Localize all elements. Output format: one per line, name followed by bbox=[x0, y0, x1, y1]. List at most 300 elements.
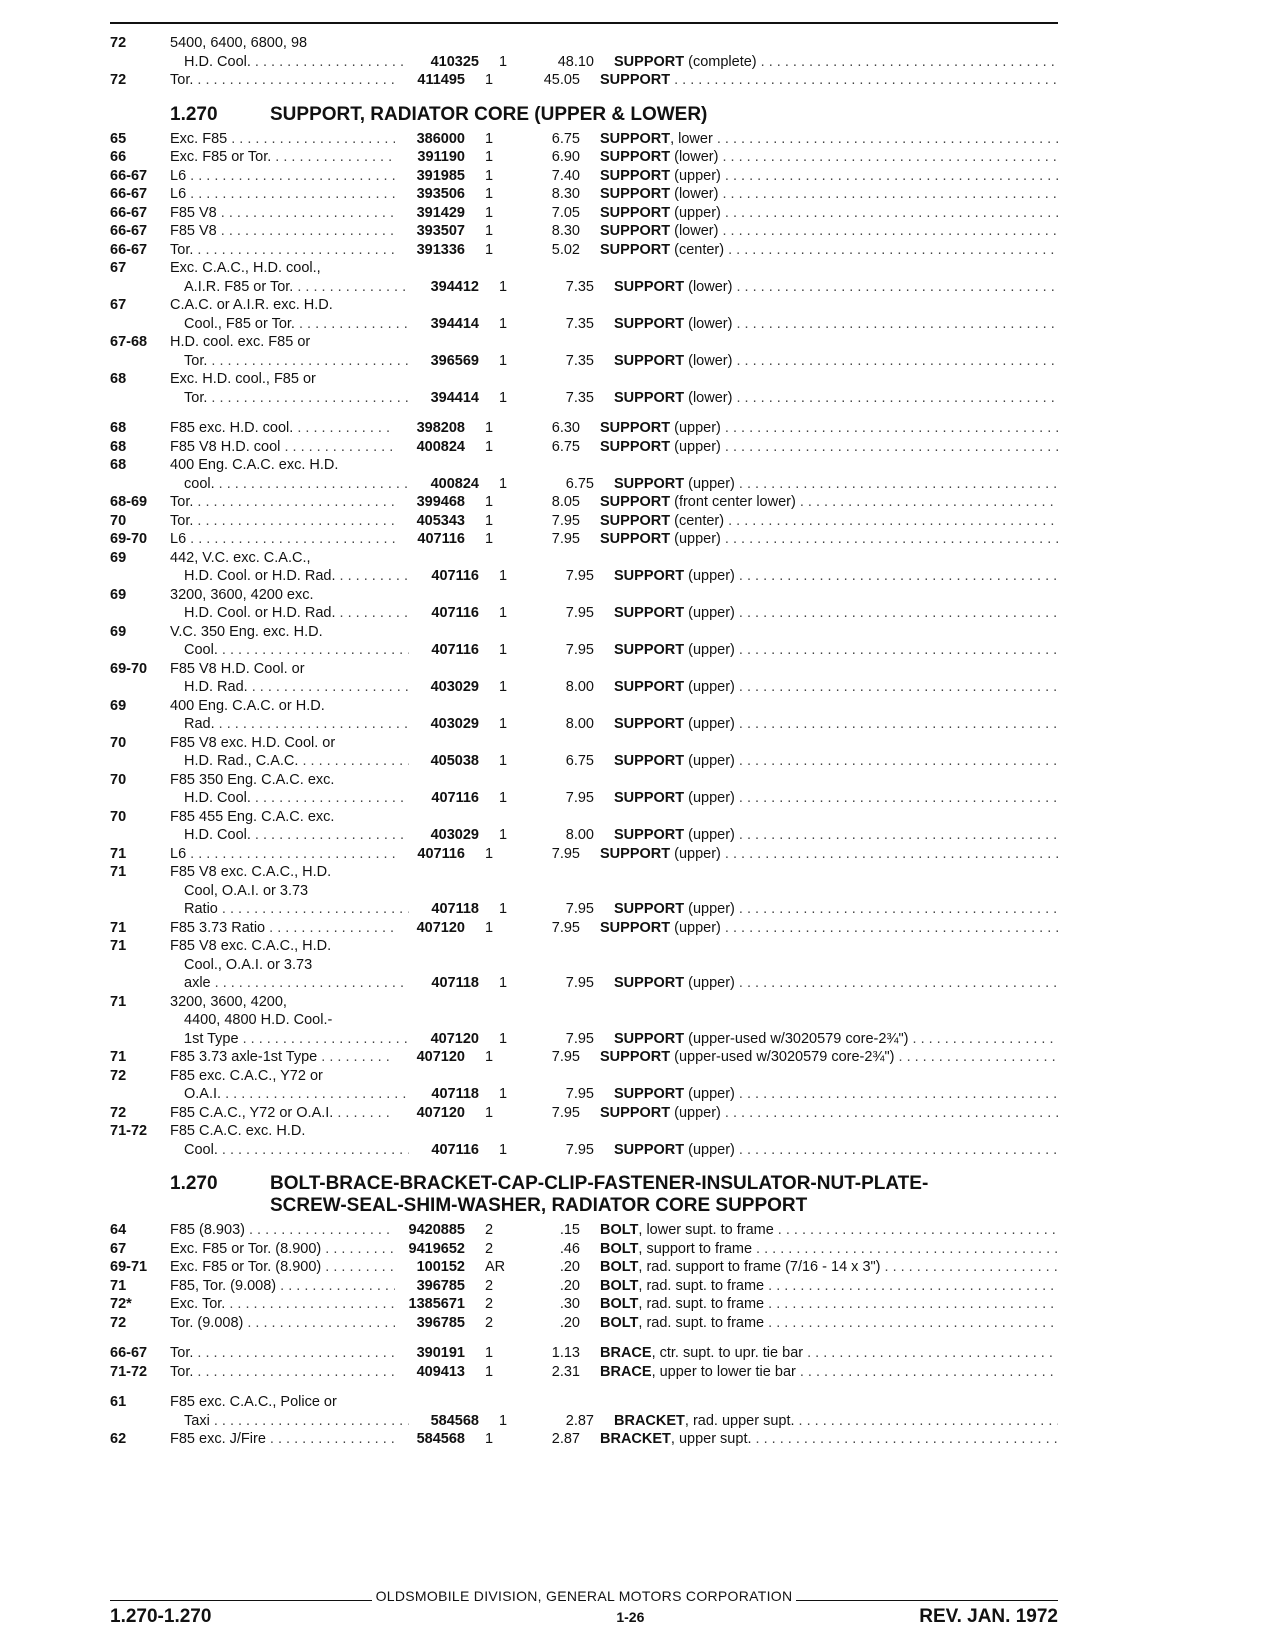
model-year: 69-70 bbox=[110, 660, 148, 677]
application: Tor. (9.008) . . . bbox=[170, 1314, 395, 1333]
model-year: 72* bbox=[110, 1296, 132, 1312]
application: F85 exc. C.A.C., Police or bbox=[170, 1394, 337, 1410]
model-year: 69 bbox=[110, 623, 127, 640]
description-noun: SUPPORT bbox=[614, 605, 685, 621]
parts-row bbox=[110, 789, 1058, 808]
parts-row bbox=[110, 974, 1058, 993]
model-year: 71 bbox=[110, 993, 127, 1010]
quantity: 2 bbox=[485, 1277, 494, 1294]
description-detail: (upper) bbox=[684, 975, 735, 991]
model-year: 71 bbox=[110, 1277, 127, 1294]
price: 7.95 bbox=[551, 845, 580, 862]
description-noun: SUPPORT bbox=[600, 223, 671, 239]
quantity: 1 bbox=[485, 845, 494, 862]
description-noun: SUPPORT bbox=[614, 315, 685, 332]
description-detail: (upper) bbox=[670, 204, 721, 221]
model-year: 72 bbox=[110, 72, 127, 88]
model-year: 71 bbox=[110, 919, 127, 936]
description-detail: (upper) bbox=[684, 753, 735, 769]
application: F85 V8 . . . bbox=[170, 222, 395, 241]
description bbox=[614, 475, 1058, 494]
part-number: 407120 bbox=[416, 1104, 465, 1121]
quantity: 1 bbox=[485, 1345, 494, 1361]
parts-row bbox=[110, 1344, 1058, 1363]
description bbox=[600, 530, 1058, 549]
quantity: 2 bbox=[485, 1222, 494, 1238]
description bbox=[600, 493, 1058, 512]
price: 7.95 bbox=[551, 919, 580, 936]
price: 7.95 bbox=[565, 605, 594, 621]
description bbox=[614, 826, 1058, 845]
parts-row bbox=[110, 389, 1058, 408]
quantity: 1 bbox=[485, 1104, 494, 1121]
part-number: 407116 bbox=[431, 568, 479, 584]
quantity: 1 bbox=[499, 716, 508, 732]
description-noun: SUPPORT bbox=[600, 1104, 671, 1121]
description-detail: , rad. upper supt. bbox=[684, 1412, 795, 1429]
description-detail: (lower) bbox=[670, 186, 719, 202]
application: H.D. Cool. or H.D. Rad. . . . bbox=[170, 604, 409, 623]
description-noun: SUPPORT bbox=[614, 753, 685, 769]
footer-rule-left bbox=[110, 1600, 372, 1601]
part-number: 396785 bbox=[416, 1277, 465, 1294]
application: F85 C.A.C., Y72 or O.A.I. . . . bbox=[170, 1104, 395, 1123]
quantity: 2 bbox=[485, 1240, 494, 1257]
quantity: 1 bbox=[499, 1412, 508, 1429]
description-noun: SUPPORT bbox=[614, 352, 685, 369]
description-detail: , rad. supt. to frame bbox=[638, 1314, 765, 1331]
price: 6.75 bbox=[565, 475, 594, 492]
price: 7.05 bbox=[551, 204, 580, 221]
price: 8.30 bbox=[551, 223, 580, 239]
application: 400 Eng. C.A.C. or H.D. bbox=[170, 697, 325, 714]
quantity: 1 bbox=[499, 352, 508, 369]
parts-row bbox=[110, 34, 1058, 53]
parts-row bbox=[110, 278, 1058, 297]
application: Tor. . . . bbox=[170, 1363, 395, 1382]
application: 3200, 3600, 4200, bbox=[170, 993, 287, 1010]
application: Tor. . . . bbox=[170, 512, 395, 531]
part-number: 391429 bbox=[416, 204, 465, 221]
section-title bbox=[270, 1173, 1058, 1217]
description-detail: , ctr. supt. to upr. tie bar bbox=[651, 1345, 804, 1361]
description bbox=[614, 789, 1058, 808]
parts-row bbox=[110, 1085, 1058, 1104]
parts-row bbox=[110, 1104, 1058, 1123]
parts-row bbox=[110, 863, 1058, 882]
price: 7.95 bbox=[551, 512, 580, 529]
application: H.D. cool. exc. F85 or bbox=[170, 334, 311, 350]
quantity: 1 bbox=[485, 420, 494, 436]
part-number: 407118 bbox=[431, 901, 479, 917]
footer-page-number: 1-26 bbox=[616, 1609, 645, 1625]
price: .46 bbox=[559, 1240, 580, 1257]
quantity: 1 bbox=[485, 241, 494, 258]
model-year: 72 bbox=[110, 1104, 127, 1121]
application: A.I.R. F85 or Tor. . . . bbox=[170, 278, 409, 297]
part-number: 407118 bbox=[431, 975, 479, 991]
application: O.A.I. . . . bbox=[170, 1085, 409, 1104]
description-noun: SUPPORT bbox=[600, 149, 671, 165]
parts-row bbox=[110, 1393, 1058, 1412]
description-noun: BRACE bbox=[600, 1363, 652, 1380]
price: .30 bbox=[559, 1296, 580, 1312]
parts-row bbox=[110, 623, 1058, 642]
parts-row bbox=[110, 1240, 1058, 1259]
description bbox=[600, 1344, 1058, 1363]
parts-catalog-page bbox=[110, 22, 1058, 1449]
description-noun: SUPPORT bbox=[614, 1141, 685, 1158]
price: 7.95 bbox=[551, 1049, 580, 1065]
model-year: 71 bbox=[110, 938, 127, 954]
parts-row bbox=[110, 882, 1058, 901]
part-number: 407120 bbox=[416, 1049, 465, 1065]
model-year: 67 bbox=[110, 297, 127, 313]
parts-row bbox=[110, 1122, 1058, 1141]
quantity: 1 bbox=[499, 315, 508, 332]
quantity: 1 bbox=[485, 72, 494, 88]
model-year: 68 bbox=[110, 420, 127, 436]
application: F85 V8 H.D. cool . . . bbox=[170, 438, 395, 457]
description bbox=[614, 278, 1058, 297]
part-number: 407116 bbox=[417, 845, 465, 862]
quantity: 1 bbox=[485, 204, 494, 221]
application: F85 exc. J/Fire . . . bbox=[170, 1430, 395, 1449]
description-detail: (lower) bbox=[684, 315, 733, 332]
part-number: 394414 bbox=[430, 315, 479, 332]
description-noun: SUPPORT bbox=[614, 642, 685, 658]
parts-row bbox=[110, 752, 1058, 771]
model-year: 71 bbox=[110, 1049, 127, 1065]
description-noun: SUPPORT bbox=[614, 975, 685, 991]
parts-row bbox=[110, 493, 1058, 512]
parts-row bbox=[110, 771, 1058, 790]
description-detail: (lower) bbox=[670, 223, 719, 239]
description-detail: (upper) bbox=[684, 827, 735, 843]
description-detail: (upper) bbox=[684, 716, 735, 732]
price: 7.95 bbox=[565, 901, 594, 917]
description-noun: SUPPORT bbox=[600, 531, 671, 547]
description bbox=[600, 845, 1058, 864]
description-detail: (upper-used w/3020579 core-2¾") bbox=[670, 1049, 895, 1065]
application: Tor. . . . bbox=[170, 71, 395, 90]
parts-row bbox=[110, 419, 1058, 438]
description bbox=[600, 1221, 1058, 1240]
application: H.D. Rad. . . . bbox=[170, 678, 409, 697]
part-number: 407120 bbox=[430, 1030, 479, 1047]
model-year: 66-67 bbox=[110, 223, 148, 239]
model-year: 71 bbox=[110, 864, 127, 880]
part-number: 584568 bbox=[416, 1431, 465, 1447]
description-detail: (upper) bbox=[684, 475, 735, 492]
application: Cool. . . . bbox=[170, 641, 409, 660]
part-number: 407120 bbox=[416, 919, 465, 936]
parts-row bbox=[110, 1363, 1058, 1382]
footer-section-range: 1.270-1.270 bbox=[110, 1606, 212, 1627]
quantity: 1 bbox=[499, 1141, 508, 1158]
model-year: 71 bbox=[110, 845, 127, 862]
price: 7.95 bbox=[565, 975, 594, 991]
model-year: 67 bbox=[110, 260, 127, 276]
application: axle . . . bbox=[170, 974, 409, 993]
price: 8.00 bbox=[565, 827, 594, 843]
application: H.D. Cool. or H.D. Rad. . . . bbox=[170, 567, 409, 586]
row-spacer bbox=[110, 1332, 1058, 1344]
application: Exc. H.D. cool., F85 or bbox=[170, 371, 316, 387]
application: Cool, O.A.I. or 3.73 bbox=[184, 882, 309, 899]
application: H.D. Rad., C.A.C. . . . bbox=[170, 752, 409, 771]
application: 4400, 4800 H.D. Cool.- bbox=[184, 1012, 333, 1028]
parts-row bbox=[110, 549, 1058, 568]
price: 6.90 bbox=[551, 149, 580, 165]
model-year: 66-67 bbox=[110, 241, 148, 258]
description bbox=[614, 389, 1058, 408]
application: C.A.C. or A.I.R. exc. H.D. bbox=[170, 297, 333, 313]
model-year: 67-68 bbox=[110, 334, 148, 350]
section-title-line: SCREW-SEAL-SHIM-WASHER, RADIATOR CORE SUPPORT bbox=[270, 1195, 808, 1216]
quantity: 1 bbox=[499, 790, 508, 806]
part-number: 391985 bbox=[416, 167, 465, 184]
description-detail: (lower) bbox=[684, 278, 733, 295]
application: Ratio . . . bbox=[170, 900, 409, 919]
description-noun: BRACKET bbox=[600, 1431, 671, 1447]
description-noun: BRACE bbox=[600, 1345, 652, 1361]
description-noun: SUPPORT bbox=[600, 1049, 671, 1065]
description-detail: (upper) bbox=[684, 605, 735, 621]
description-noun: SUPPORT bbox=[600, 130, 671, 147]
quantity: 1 bbox=[499, 53, 508, 70]
application: F85 C.A.C. exc. H.D. bbox=[170, 1123, 306, 1139]
price: 7.35 bbox=[565, 278, 594, 295]
price: 2.31 bbox=[551, 1363, 580, 1380]
part-number: 403029 bbox=[430, 827, 479, 843]
application: 3200, 3600, 4200 exc. bbox=[170, 586, 314, 603]
parts-row bbox=[110, 845, 1058, 864]
quantity: 1 bbox=[499, 642, 508, 658]
quantity: 1 bbox=[499, 827, 508, 843]
description bbox=[600, 1048, 1058, 1067]
description-detail: (upper) bbox=[684, 901, 735, 917]
parts-row bbox=[110, 530, 1058, 549]
application: F85 V8 exc. C.A.C., H.D. bbox=[170, 864, 332, 880]
price: 7.95 bbox=[565, 1030, 594, 1047]
parts-row bbox=[110, 604, 1058, 623]
application: F85 (8.903) . . . bbox=[170, 1221, 395, 1240]
description-noun: SUPPORT bbox=[614, 568, 685, 584]
part-number: 390191 bbox=[416, 1345, 465, 1361]
parts-row bbox=[110, 1011, 1058, 1030]
price: 6.75 bbox=[565, 753, 594, 769]
quantity: 1 bbox=[485, 531, 494, 547]
parts-row bbox=[110, 1048, 1058, 1067]
price: 8.05 bbox=[551, 494, 580, 510]
parts-row bbox=[110, 956, 1058, 975]
model-year: 70 bbox=[110, 771, 127, 788]
application: H.D. Cool. . . . bbox=[170, 826, 409, 845]
parts-row bbox=[110, 1141, 1058, 1160]
footer-corporation: OLDSMOBILE DIVISION, GENERAL MOTORS CORPORATION bbox=[375, 1588, 793, 1604]
part-number: 100152 bbox=[416, 1259, 465, 1275]
parts-row bbox=[110, 697, 1058, 716]
support-parts-list bbox=[110, 130, 1058, 1160]
application: L6 . . . bbox=[170, 185, 395, 204]
parts-row bbox=[110, 1314, 1058, 1333]
application: Taxi . . . bbox=[170, 1412, 409, 1431]
part-number: 407116 bbox=[431, 642, 479, 658]
parts-row bbox=[110, 456, 1058, 475]
model-year: 72 bbox=[110, 35, 127, 51]
description bbox=[600, 1104, 1058, 1123]
description-noun: BOLT bbox=[600, 1240, 639, 1257]
description-detail: (upper) bbox=[684, 642, 735, 658]
description-noun: BOLT bbox=[600, 1314, 639, 1331]
quantity: 1 bbox=[485, 186, 494, 202]
application: cool. . . . bbox=[170, 475, 409, 494]
parts-row bbox=[110, 993, 1058, 1012]
model-year: 67 bbox=[110, 1240, 127, 1257]
application: Exc. F85 . . . bbox=[170, 130, 395, 149]
application: H.D. Cool. . . . bbox=[170, 53, 409, 72]
part-number: 391190 bbox=[417, 149, 465, 165]
hardware-parts-list bbox=[110, 1221, 1058, 1449]
continued-rows bbox=[110, 34, 1058, 90]
part-number: 398208 bbox=[416, 420, 465, 436]
application: F85 V8 exc. H.D. Cool. or bbox=[170, 734, 336, 751]
quantity: 1 bbox=[499, 389, 508, 406]
description-detail: , rad. supt. to frame bbox=[638, 1277, 765, 1294]
parts-row bbox=[110, 475, 1058, 494]
description-detail: (upper-used w/3020579 core-2¾") bbox=[684, 1030, 909, 1047]
part-number: 410325 bbox=[430, 53, 479, 70]
description bbox=[614, 678, 1058, 697]
description-noun: BOLT bbox=[600, 1277, 639, 1294]
price: 7.95 bbox=[551, 1104, 580, 1121]
quantity: 1 bbox=[485, 1431, 494, 1447]
price: 5.02 bbox=[551, 241, 580, 258]
section-heading-support bbox=[170, 104, 1058, 126]
price: 48.10 bbox=[557, 53, 594, 70]
price: 1.13 bbox=[551, 1345, 580, 1361]
footer-corporation-line bbox=[110, 1588, 1058, 1604]
price: 7.35 bbox=[565, 315, 594, 332]
quantity: 1 bbox=[485, 919, 494, 936]
part-number: 1385671 bbox=[408, 1296, 465, 1312]
description-detail: (lower) bbox=[670, 149, 719, 165]
section-number: 1.270 bbox=[170, 1173, 218, 1194]
description bbox=[614, 604, 1058, 623]
price: 7.95 bbox=[565, 642, 594, 658]
parts-row bbox=[110, 241, 1058, 260]
parts-row bbox=[110, 370, 1058, 389]
description bbox=[600, 1363, 1058, 1382]
quantity: 1 bbox=[485, 1363, 494, 1380]
page-footer bbox=[110, 1588, 1058, 1628]
description bbox=[600, 241, 1058, 260]
section-heading-hardware bbox=[170, 1173, 1058, 1217]
description-detail: (upper) bbox=[670, 845, 721, 862]
description-noun: SUPPORT bbox=[600, 204, 671, 221]
part-number: 403029 bbox=[430, 716, 479, 732]
price: 7.40 bbox=[551, 167, 580, 184]
description-detail: (upper) bbox=[684, 1086, 735, 1102]
description bbox=[614, 567, 1058, 586]
description-noun: SUPPORT bbox=[600, 494, 671, 510]
description bbox=[614, 352, 1058, 371]
parts-row bbox=[110, 315, 1058, 334]
price: 7.35 bbox=[565, 389, 594, 406]
description bbox=[614, 1141, 1058, 1160]
description-noun: SUPPORT bbox=[600, 241, 671, 258]
price: .20 bbox=[559, 1277, 580, 1294]
application: F85 V8 . . . bbox=[170, 204, 395, 223]
description bbox=[600, 185, 1058, 204]
price: 45.05 bbox=[543, 72, 580, 88]
model-year: 68 bbox=[110, 438, 127, 455]
application: Tor. . . . bbox=[170, 352, 409, 371]
price: 7.35 bbox=[565, 352, 594, 369]
parts-row bbox=[110, 900, 1058, 919]
application: 400 Eng. C.A.C. exc. H.D. bbox=[170, 457, 339, 473]
price: 8.30 bbox=[551, 186, 580, 202]
description-noun: SUPPORT bbox=[600, 438, 671, 455]
parts-row bbox=[110, 808, 1058, 827]
description-noun: SUPPORT bbox=[600, 420, 671, 436]
parts-row bbox=[110, 1277, 1058, 1296]
parts-row bbox=[110, 1258, 1058, 1277]
parts-row bbox=[110, 660, 1058, 679]
description-noun: SUPPORT bbox=[600, 512, 671, 529]
application: F85 350 Eng. C.A.C. exc. bbox=[170, 771, 335, 788]
price: 7.95 bbox=[565, 790, 594, 806]
quantity: 1 bbox=[499, 1086, 508, 1102]
quantity: 1 bbox=[499, 605, 508, 621]
application: F85 3.73 Ratio . . . bbox=[170, 919, 395, 938]
parts-row bbox=[110, 204, 1058, 223]
application: F85, Tor. (9.008) . . . bbox=[170, 1277, 395, 1296]
quantity: 1 bbox=[499, 753, 508, 769]
description bbox=[614, 315, 1058, 334]
model-year: 69 bbox=[110, 549, 127, 566]
description-detail: (center) bbox=[670, 241, 725, 258]
parts-row bbox=[110, 1221, 1058, 1240]
description bbox=[600, 222, 1058, 241]
model-year: 70 bbox=[110, 808, 127, 825]
part-number: 386000 bbox=[416, 130, 465, 147]
quantity: 1 bbox=[499, 975, 508, 991]
model-year: 72 bbox=[110, 1314, 127, 1331]
part-number: 391336 bbox=[416, 241, 465, 258]
application: F85 455 Eng. C.A.C. exc. bbox=[170, 808, 335, 825]
description-noun: BOLT bbox=[600, 1259, 639, 1275]
parts-row bbox=[110, 567, 1058, 586]
part-number: 400824 bbox=[416, 438, 465, 455]
description-noun: SUPPORT bbox=[600, 186, 671, 202]
description-noun: SUPPORT bbox=[600, 72, 671, 88]
model-year: 70 bbox=[110, 512, 127, 529]
model-year: 68 bbox=[110, 457, 127, 473]
application: F85 exc. C.A.C., Y72 or bbox=[170, 1067, 323, 1084]
application: Exc. C.A.C., H.D. cool., bbox=[170, 260, 321, 276]
model-year: 61 bbox=[110, 1394, 127, 1410]
quantity: 1 bbox=[499, 475, 508, 492]
application: H.D. Cool. . . . bbox=[170, 789, 409, 808]
footer-revision: REV. JAN. 1972 bbox=[919, 1606, 1058, 1627]
description bbox=[600, 419, 1058, 438]
description-detail: (upper) bbox=[670, 1104, 721, 1121]
part-number: 409413 bbox=[416, 1363, 465, 1380]
parts-row bbox=[110, 333, 1058, 352]
part-number: 393507 bbox=[416, 223, 465, 239]
